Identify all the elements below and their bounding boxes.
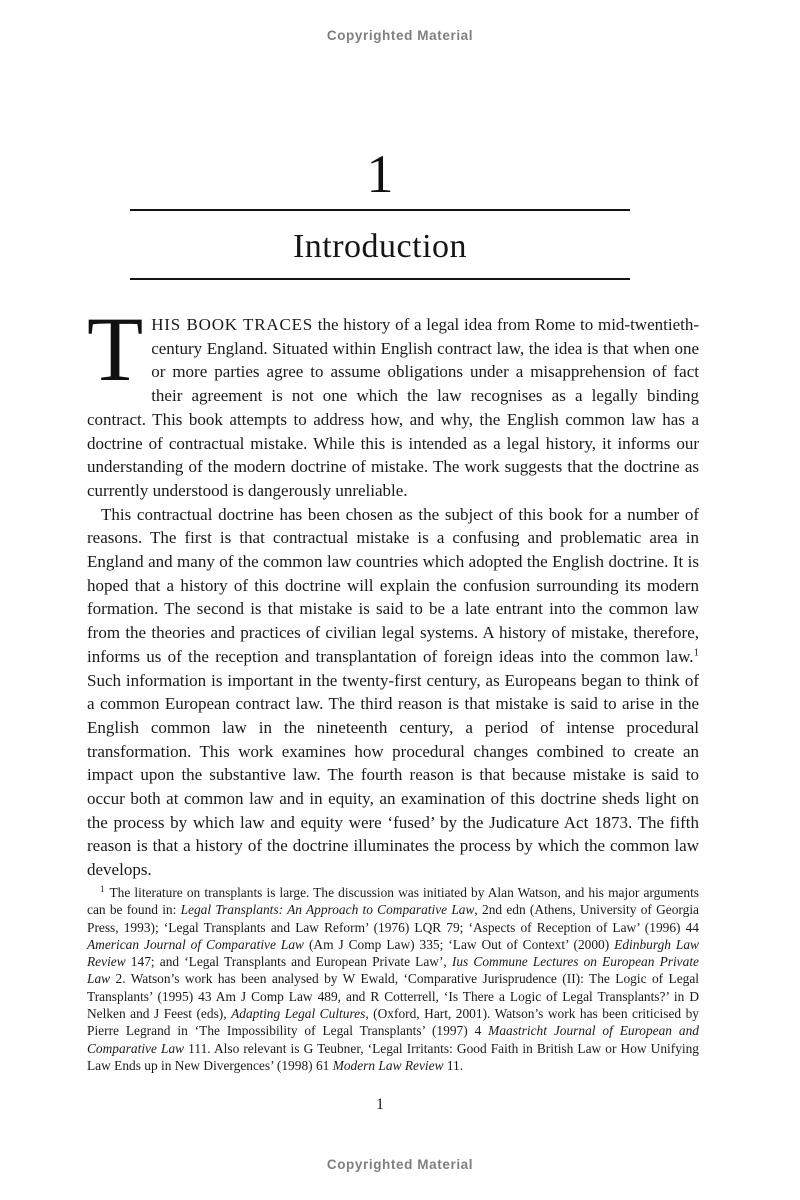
paragraph-1 [87, 298, 699, 503]
footnote-marker: 1 [100, 883, 105, 894]
chapter-number: 1 [366, 144, 394, 204]
paragraph-2 [87, 503, 699, 882]
chapter-title: Introduction [292, 228, 468, 265]
lead-caps-text: HIS BOOK TRACES [151, 315, 314, 334]
body-text [87, 298, 699, 882]
paragraph-1-text: the history of a legal idea from Rome to mid-twentieth-century England. Situated within English contract law, the idea is that when one or more parties agree to assume obligations under a misapprehension of fact their agreement is not one which the law recognises as a legally binding contract. This book attempts to address how, and why, the English common law has a doctrine of contractual mistake. While this is intended as a legal history, it informs our understanding of the modern doctrine of mistake. The work suggests that the doctrine as currently understood is dangerously unreliable. [87, 315, 699, 500]
dropcap-letter: T [87, 298, 144, 400]
divider-bottom-rule [130, 278, 630, 280]
footnote [87, 884, 699, 1074]
page-number: 1 [376, 1096, 384, 1113]
footnote-text: The literature on transplants is large. The discussion was initiated by Alan Watson, and his major arguments can be found in: Legal Transplants: An Approach to Comparative Law, 2nd edn (Athens, University of Georgia Press, 1993); ‘Legal Transplants and Law Reform’ (1976) LQR 79; ‘Aspects of Reception of Law’ (1996) 44 American Journal of Comparative Law (Am J Comp Law) 335; ‘Law Out of Context’ (2000) Edinburgh Law Review 147; and ‘Legal Transplants and European Private Law’, Ius Commune Lectures on European Private Law 2. Watson’s work has been analysed by W Ewald, ‘Comparative Jurisprudence (II): The Logic of Legal Transplants’ (1995) 43 Am J Comp Law 489, and R Cotterrell, ‘Is There a Logic of Legal Transplants?’ in D Nelken and J Feest (eds), Adapting Legal Cultures, (Oxford, Hart, 2001). Watson’s work has been criticised by Pierre Legrand in ‘The Impossibility of Legal Transplants’ (1997) 4 Maastricht Journal of European and Comparative Law 111. Also relevant is G Teubner, ‘Legal Irritants: Good Faith in British Law or How Unifying Law Ends up in New Divergences’ (1998) 61 Modern Law Review 11. [87, 885, 700, 1073]
copyright-footer: Copyrighted Material [326, 1157, 474, 1172]
footnote-reference: 1 [693, 646, 699, 659]
paragraph-2-text-continued: Such information is important in the twenty-first century, as Europeans began to think of a common European contract law. The third reason is that mistake is said to arise in the English common law in the nineteenth century, a period of intense procedural transformation. This work examines how procedural changes combined to create an impact upon the substantive law. The fourth reason is that because mistake is said to occur both at common law and in equity, an examination of this doctrine sheds light on the process by which law and equity were ‘fused’ by the Judicature Act 1873. The fifth reason is that a history of the doctrine illuminates the process by which the common law develops. [87, 670, 699, 880]
chapter-header [130, 146, 630, 280]
paragraph-2-text: This contractual doctrine has been chosen as the subject of this book for a number of reasons. The first is that contractual mistake is a confusing and problematic area in England and many of the common law countries which adopted the English doctrine. It is hoped that a history of this doctrine will explain the confusion surrounding its modern formation. The second is that mistake is said to be a late entrant into the common law from the theories and practices of civilian legal systems. A history of mistake, therefore, informs us of the reception and transplantation of foreign ideas into the common law. [87, 504, 699, 666]
copyright-header: Copyrighted Material [326, 28, 474, 43]
divider-top-rule [130, 209, 630, 211]
